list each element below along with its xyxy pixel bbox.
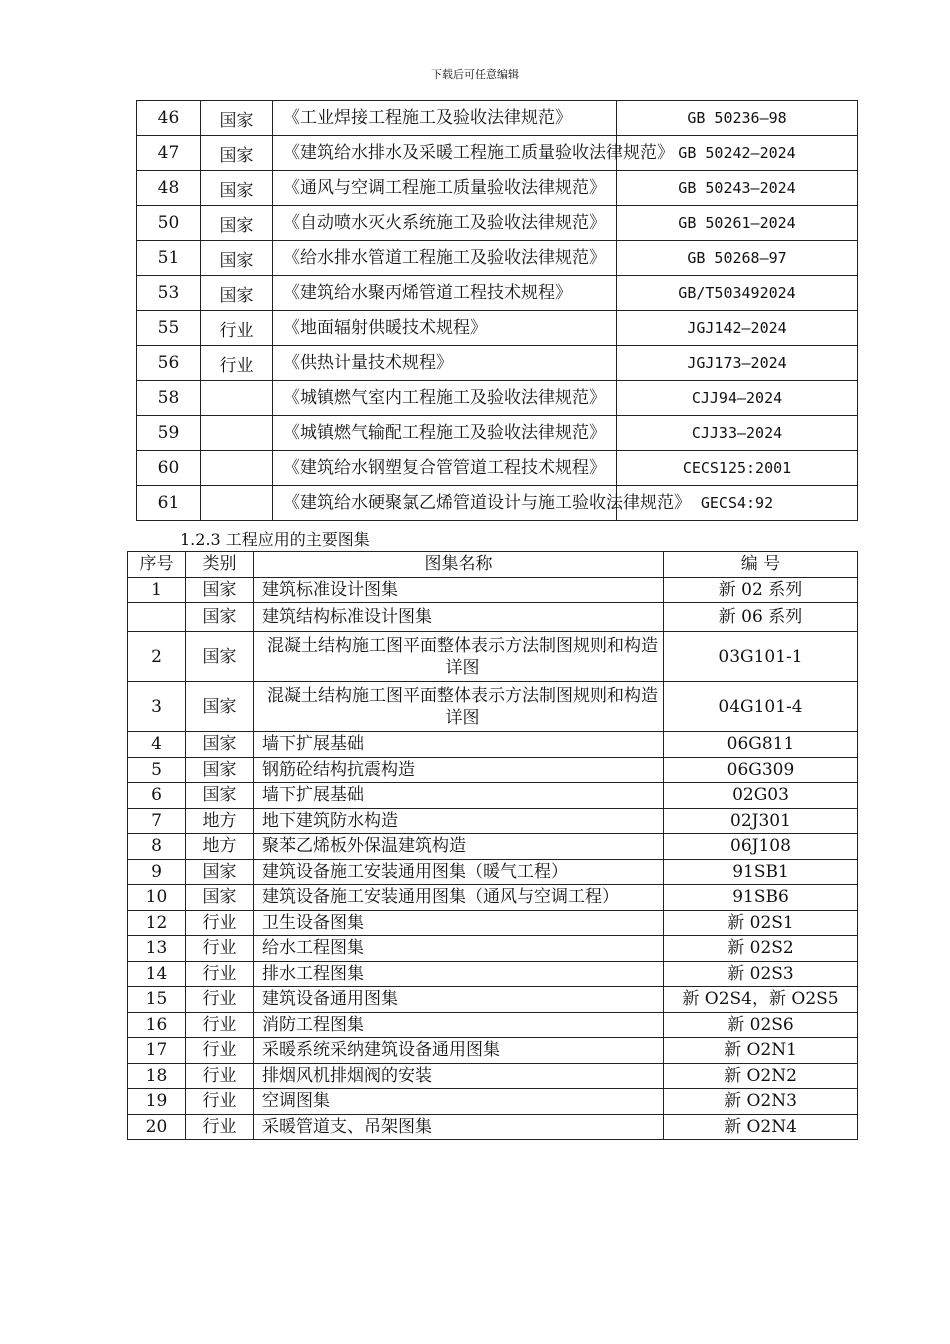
- standard-name: 《建筑给水排水及采暖工程施工质量验收法律规范》: [283, 143, 674, 163]
- atlas-type: 国家: [186, 732, 254, 758]
- standard-code: CJJ94—2024: [617, 381, 858, 416]
- standard-no: 47: [137, 136, 201, 171]
- table-row: [137, 346, 858, 381]
- atlas-name: 采暖管道支、吊架图集: [254, 1114, 664, 1140]
- atlas-no: 10: [128, 885, 186, 911]
- atlas-type: 行业: [186, 1089, 254, 1115]
- atlas-name: 墙下扩展基础: [254, 783, 664, 809]
- atlas-type: 地方: [186, 834, 254, 860]
- standard-name-cell: [273, 486, 691, 521]
- standard-level: 行业: [201, 311, 273, 346]
- standard-level: 国家: [201, 171, 273, 206]
- atlas-code: 91SB6: [664, 885, 858, 911]
- table-row: [128, 961, 858, 987]
- standard-name-cell: [273, 241, 617, 276]
- atlas-code: 新 O2N4: [664, 1114, 858, 1140]
- table-row: [128, 1114, 858, 1140]
- standard-name: 《给水排水管道工程施工及验收法律规范》: [283, 248, 606, 268]
- atlas-code: 03G101-1: [664, 632, 858, 682]
- atlas-code: 02G03: [664, 783, 858, 809]
- standard-no: 58: [137, 381, 201, 416]
- atlas-no: 18: [128, 1063, 186, 1089]
- standard-level: 国家: [201, 206, 273, 241]
- standard-code: GECS4:92: [617, 486, 858, 521]
- atlas-name: 墙下扩展基础: [254, 732, 664, 758]
- standard-code: JGJ173—2024: [617, 346, 858, 381]
- standard-name-cell: [273, 101, 617, 136]
- standard-no: 55: [137, 311, 201, 346]
- standard-level: 国家: [201, 101, 273, 136]
- table-row: [137, 136, 858, 171]
- atlas-code: 新 O2N2: [664, 1063, 858, 1089]
- table-row: [128, 632, 858, 682]
- standard-name: 《建筑给水钢塑复合管管道工程技术规程》: [283, 458, 606, 478]
- table-row: [137, 171, 858, 206]
- atlas-no: 2: [128, 632, 186, 682]
- table-row: [137, 416, 858, 451]
- atlas-name: 排烟风机排烟阀的安装: [254, 1063, 664, 1089]
- standard-name-cell: [273, 381, 617, 416]
- header-no: 序号: [128, 552, 186, 578]
- atlas-no: 7: [128, 808, 186, 834]
- table-row: [128, 936, 858, 962]
- standard-name-cell: [273, 206, 617, 241]
- table-row: [128, 859, 858, 885]
- standard-no: 50: [137, 206, 201, 241]
- table-row: [128, 603, 858, 632]
- atlas-code: 新 02S3: [664, 961, 858, 987]
- atlas-name: 建筑设备施工安装通用图集（通风与空调工程）: [254, 885, 664, 911]
- atlas-name: 混凝土结构施工图平面整体表示方法制图规则和构造详图: [254, 632, 664, 682]
- header-name: 图集名称: [254, 552, 664, 578]
- standard-code: JGJ142—2024: [617, 311, 858, 346]
- standard-no: 61: [137, 486, 201, 521]
- standard-no: 46: [137, 101, 201, 136]
- standard-name-cell: [273, 171, 617, 206]
- standard-code: GB/T503492024: [617, 276, 858, 311]
- header-type: 类别: [186, 552, 254, 578]
- atlas-type: 行业: [186, 987, 254, 1013]
- standard-level: 国家: [201, 136, 273, 171]
- atlas-type: 国家: [186, 577, 254, 603]
- standard-no: 60: [137, 451, 201, 486]
- atlas-name: 地下建筑防水构造: [254, 808, 664, 834]
- table-row: [128, 1012, 858, 1038]
- atlas-code: 06G811: [664, 732, 858, 758]
- atlas-code: 新 O2S4，新 O2S5: [664, 987, 858, 1013]
- standard-name-cell: [273, 276, 617, 311]
- atlas-type: 行业: [186, 961, 254, 987]
- standard-level: 国家: [201, 241, 273, 276]
- table-row: [137, 486, 858, 521]
- atlas-code: 新 06 系列: [664, 603, 858, 632]
- atlas-code: 新 O2N3: [664, 1089, 858, 1115]
- atlas-code: 新 02S1: [664, 910, 858, 936]
- atlas-no: 15: [128, 987, 186, 1013]
- standard-name-cell: [273, 136, 674, 171]
- standards-table: [136, 100, 858, 521]
- atlas-no: 3: [128, 682, 186, 732]
- atlas-no: 6: [128, 783, 186, 809]
- standard-code: GB 50261—2024: [617, 206, 858, 241]
- standard-level: [201, 451, 273, 486]
- standard-level: 行业: [201, 346, 273, 381]
- atlas-name: 给水工程图集: [254, 936, 664, 962]
- atlas-type: 行业: [186, 1038, 254, 1064]
- atlas-type: 行业: [186, 1063, 254, 1089]
- atlas-name: 空调图集: [254, 1089, 664, 1115]
- atlas-name: 建筑设备施工安装通用图集（暖气工程）: [254, 859, 664, 885]
- standard-name: 《通风与空调工程施工质量验收法律规范》: [283, 178, 606, 198]
- table-row: [128, 1063, 858, 1089]
- atlas-type: 国家: [186, 783, 254, 809]
- atlas-no: 8: [128, 834, 186, 860]
- atlas-type: 国家: [186, 859, 254, 885]
- atlas-name: 采暖系统采纳建筑设备通用图集: [254, 1038, 664, 1064]
- standard-code: CECS125:2001: [617, 451, 858, 486]
- atlas-code: 新 02S2: [664, 936, 858, 962]
- atlas-code: 新 02S6: [664, 1012, 858, 1038]
- atlas-name: 卫生设备图集: [254, 910, 664, 936]
- atlas-type: 国家: [186, 757, 254, 783]
- atlas-no: 20: [128, 1114, 186, 1140]
- atlas-no: 1: [128, 577, 186, 603]
- table-row: [137, 311, 858, 346]
- table-row: [137, 206, 858, 241]
- atlas-code: 新 O2N1: [664, 1038, 858, 1064]
- atlas-table: [127, 551, 858, 1140]
- atlas-name: 混凝土结构施工图平面整体表示方法制图规则和构造详图: [254, 682, 664, 732]
- table-row: [137, 241, 858, 276]
- table-row: [137, 381, 858, 416]
- atlas-name: 建筑结构标准设计图集: [254, 603, 664, 632]
- atlas-name: 消防工程图集: [254, 1012, 664, 1038]
- standard-no: 56: [137, 346, 201, 381]
- standard-name: 《建筑给水聚丙烯管道工程技术规程》: [283, 283, 572, 303]
- atlas-type: 行业: [186, 1012, 254, 1038]
- atlas-no: 12: [128, 910, 186, 936]
- atlas-no: 5: [128, 757, 186, 783]
- standard-level: 国家: [201, 276, 273, 311]
- atlas-no: 14: [128, 961, 186, 987]
- atlas-name: 排水工程图集: [254, 961, 664, 987]
- standard-name: 《自动喷水灭火系统施工及验收法律规范》: [283, 213, 606, 233]
- atlas-code: 06G309: [664, 757, 858, 783]
- atlas-name: 聚苯乙烯板外保温建筑构造: [254, 834, 664, 860]
- atlas-code: 06J108: [664, 834, 858, 860]
- standard-name: 《地面辐射供暖技术规程》: [283, 318, 487, 338]
- standard-name: 《城镇燃气输配工程施工及验收法律规范》: [283, 423, 606, 443]
- standard-no: 53: [137, 276, 201, 311]
- table-row: [128, 910, 858, 936]
- standard-no: 59: [137, 416, 201, 451]
- atlas-code: 91SB1: [664, 859, 858, 885]
- atlas-type: 行业: [186, 910, 254, 936]
- atlas-type: 国家: [186, 682, 254, 732]
- table-row: [128, 834, 858, 860]
- atlas-name: 钢筋砼结构抗震构造: [254, 757, 664, 783]
- atlas-type: 行业: [186, 1114, 254, 1140]
- section-title: 1.2.3 工程应用的主要图集: [180, 530, 370, 549]
- table-row: [128, 577, 858, 603]
- atlas-name: 建筑标准设计图集: [254, 577, 664, 603]
- atlas-no: 19: [128, 1089, 186, 1115]
- standard-name: 《供热计量技术规程》: [283, 353, 453, 373]
- atlas-no: 13: [128, 936, 186, 962]
- atlas-type: 国家: [186, 603, 254, 632]
- atlas-no: 17: [128, 1038, 186, 1064]
- atlas-type: 国家: [186, 885, 254, 911]
- header-code: 编 号: [664, 552, 858, 578]
- table-row: [137, 276, 858, 311]
- atlas-no: 16: [128, 1012, 186, 1038]
- table-row: [128, 808, 858, 834]
- table-row: [128, 682, 858, 732]
- atlas-no: 4: [128, 732, 186, 758]
- standard-code: GB 50243—2024: [617, 171, 858, 206]
- standard-level: [201, 486, 273, 521]
- table-row: [128, 885, 858, 911]
- table-row: [128, 732, 858, 758]
- table-row: [128, 783, 858, 809]
- table-row: [137, 101, 858, 136]
- table-row: [128, 1038, 858, 1064]
- standard-no: 51: [137, 241, 201, 276]
- standard-code: GB 50268—97: [617, 241, 858, 276]
- atlas-type: 地方: [186, 808, 254, 834]
- standard-name-cell: [273, 311, 617, 346]
- standard-name: 《工业焊接工程施工及验收法律规范》: [283, 108, 572, 128]
- standard-code: GB 50242—2024: [617, 136, 858, 171]
- atlas-code: 新 02 系列: [664, 577, 858, 603]
- atlas-header-row: [128, 552, 858, 578]
- atlas-code: 04G101-4: [664, 682, 858, 732]
- standard-level: [201, 416, 273, 451]
- atlas-code: 02J301: [664, 808, 858, 834]
- page-header: 下载后可任意编辑: [431, 68, 519, 81]
- table-row: [128, 987, 858, 1013]
- standard-code: CJJ33—2024: [617, 416, 858, 451]
- table-row: [128, 757, 858, 783]
- table-row: [128, 1089, 858, 1115]
- atlas-type: 国家: [186, 632, 254, 682]
- atlas-no: 9: [128, 859, 186, 885]
- standard-name: 《建筑给水硬聚氯乙烯管道设计与施工验收法律规范》: [283, 493, 691, 513]
- standard-code: GB 50236—98: [617, 101, 858, 136]
- atlas-no: [128, 603, 186, 632]
- table-row: [137, 451, 858, 486]
- standard-name-cell: [273, 416, 617, 451]
- atlas-type: 行业: [186, 936, 254, 962]
- standard-no: 48: [137, 171, 201, 206]
- atlas-name: 建筑设备通用图集: [254, 987, 664, 1013]
- standard-level: [201, 381, 273, 416]
- standard-name-cell: [273, 346, 617, 381]
- standard-name-cell: [273, 451, 617, 486]
- standard-name: 《城镇燃气室内工程施工及验收法律规范》: [283, 388, 606, 408]
